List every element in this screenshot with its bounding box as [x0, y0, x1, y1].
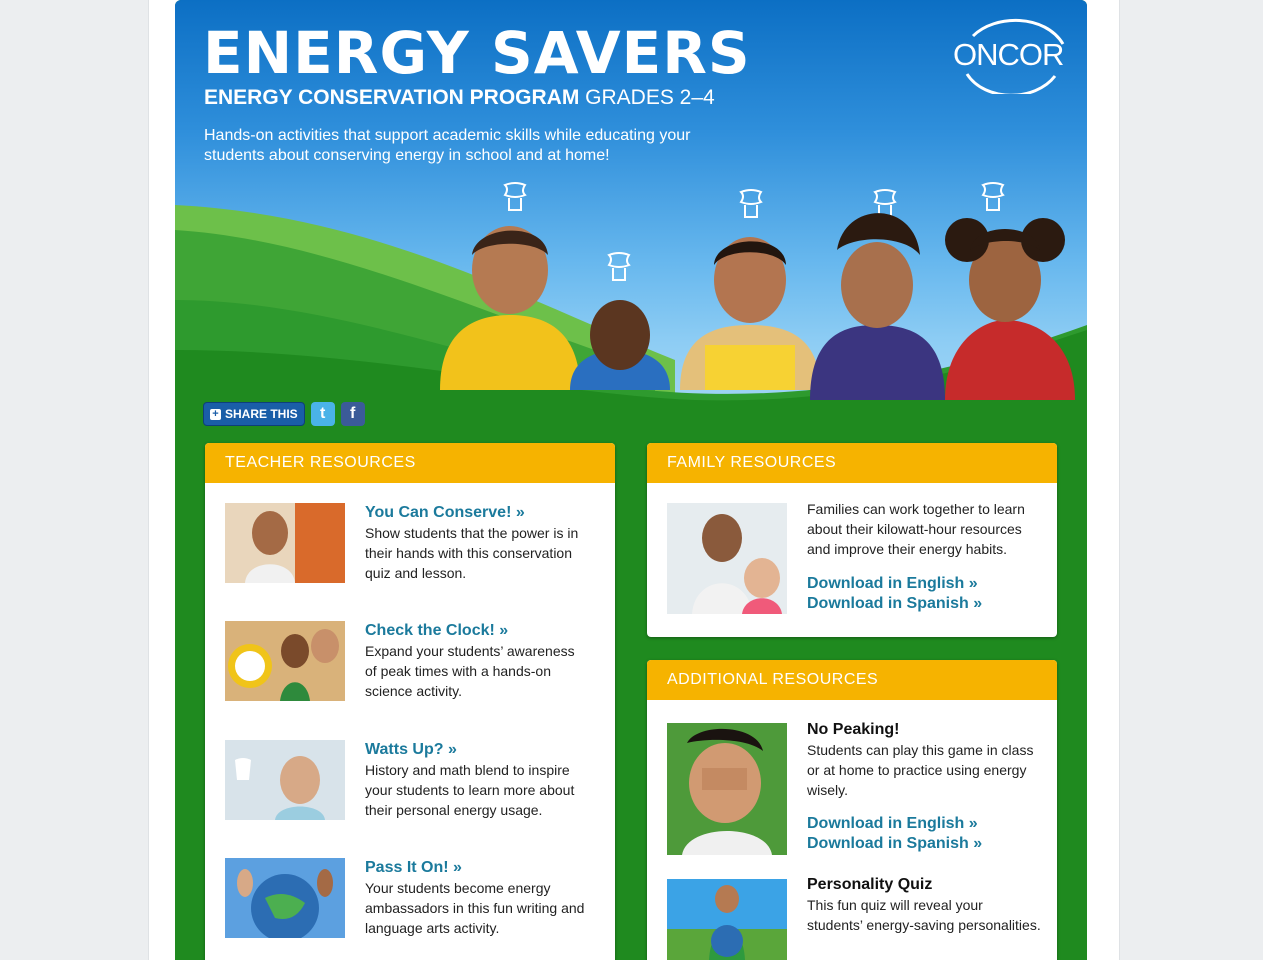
- no-peaking-desc: Students can play this game in class or at home to practice using energy wisely.: [807, 742, 1034, 798]
- additional-resources-heading: ADDITIONAL RESOURCES: [647, 660, 1057, 700]
- no-peaking-thumbnail[interactable]: [667, 723, 787, 855]
- share-this-button[interactable]: [203, 402, 305, 426]
- check-the-clock-link[interactable]: Check the Clock! »: [365, 622, 509, 639]
- no-peaking-title: No Peaking!: [807, 721, 900, 738]
- personality-quiz-desc: This fun quiz will reveal your students’ energy-saving personalities.: [807, 897, 1041, 933]
- watts-up-thumbnail[interactable]: [225, 740, 345, 820]
- family-resources-panel: [647, 443, 1057, 637]
- clock-thumbnail[interactable]: [225, 621, 345, 701]
- facebook-icon[interactable]: f: [341, 402, 365, 426]
- oncor-logo[interactable]: [945, 14, 1075, 94]
- page-title: ENERGY SAVERS: [203, 19, 751, 87]
- teacher-resources-heading: TEACHER RESOURCES: [205, 443, 615, 483]
- personality-quiz-thumbnail[interactable]: [667, 879, 787, 960]
- you-can-conserve-desc: Show students that the power is in their hands with this conservation quiz and lesson.: [365, 525, 579, 581]
- personality-quiz-title: Personality Quiz: [807, 876, 933, 893]
- family-download-english-link[interactable]: Download in English »: [807, 575, 978, 592]
- family-resources-heading: FAMILY RESOURCES: [647, 443, 1057, 483]
- check-the-clock-desc: Expand your students’ awareness of peak times with a hands-on science activity.: [365, 643, 575, 699]
- share-label: SHARE THIS: [225, 407, 298, 421]
- plus-icon: +: [210, 409, 221, 420]
- family-thumbnail[interactable]: [667, 503, 787, 614]
- conserve-thumbnail[interactable]: [225, 503, 345, 583]
- watts-up-link[interactable]: Watts Up? »: [365, 741, 457, 758]
- no-peaking-download-spanish-link[interactable]: Download in Spanish »: [807, 835, 983, 852]
- pass-it-on-thumbnail[interactable]: [225, 858, 345, 938]
- intro-text: Hands-on activities that support academic skills while educating your students about conserving energy in school and at home!: [204, 127, 691, 164]
- family-resources-text: [807, 499, 1042, 614]
- additional-resources-panel: [647, 660, 1057, 960]
- no-peaking-text: [807, 720, 1042, 854]
- personality-quiz-text: [807, 875, 1042, 935]
- twitter-icon[interactable]: t: [311, 402, 335, 426]
- program-name: ENERGY CONSERVATION PROGRAM: [204, 86, 580, 109]
- family-download-spanish-link[interactable]: Download in Spanish »: [807, 595, 983, 612]
- pass-it-on-link[interactable]: Pass It On! »: [365, 859, 462, 876]
- grade-range: GRADES 2–4: [579, 86, 715, 109]
- logo-text: ONCOR: [953, 37, 1064, 72]
- teacher-resources-panel: [205, 443, 615, 960]
- you-can-conserve-link[interactable]: You Can Conserve! »: [365, 504, 525, 521]
- watts-up-desc: History and math blend to inspire your students to learn more about their personal energy usage.: [365, 762, 575, 818]
- program-subtitle: [204, 86, 715, 110]
- content-frame: [175, 0, 1087, 960]
- family-desc: Families can work together to learn about their kilowatt-hour resources and improve their energy habits.: [807, 501, 1025, 557]
- no-peaking-download-english-link[interactable]: Download in English »: [807, 815, 978, 832]
- share-bar: [203, 402, 365, 426]
- hero-banner: [175, 0, 1087, 440]
- pass-it-on-desc: Your students become energy ambassadors in this fun writing and language arts activity.: [365, 880, 585, 936]
